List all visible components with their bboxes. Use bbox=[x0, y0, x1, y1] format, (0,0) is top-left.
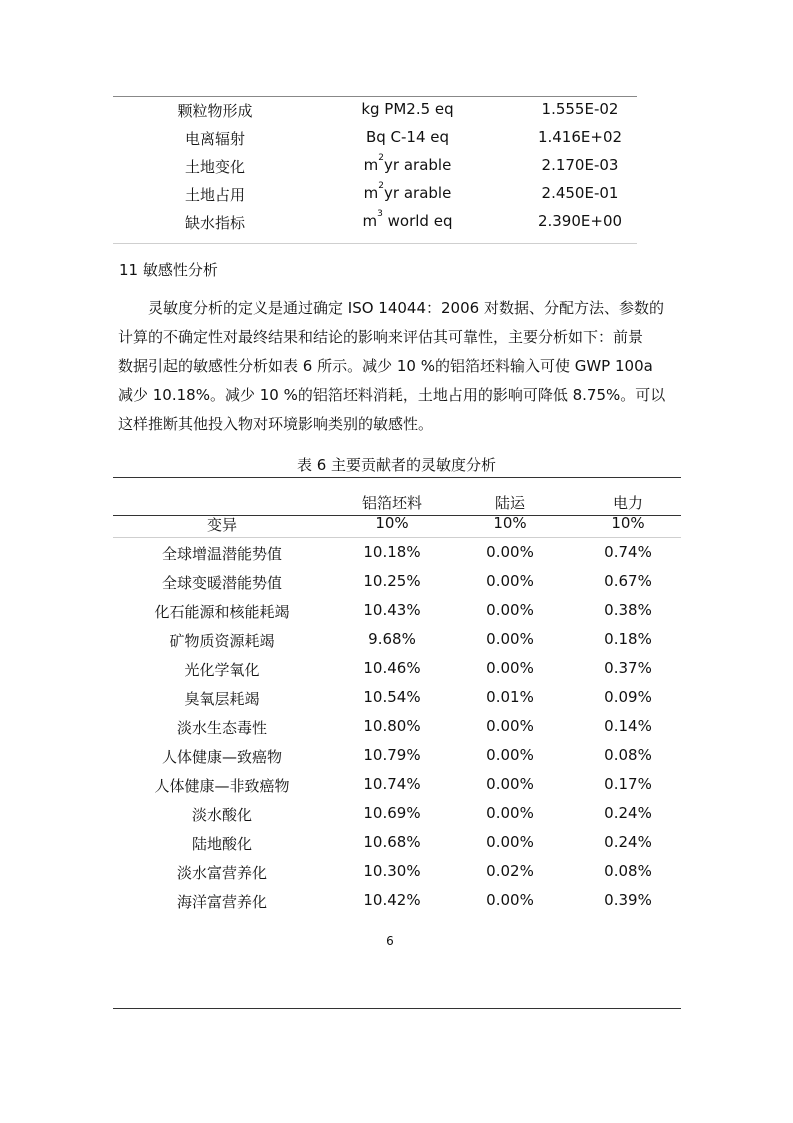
row-value-col3: 0.09% bbox=[604, 688, 652, 706]
table-row bbox=[0, 685, 793, 714]
row-label: 化石能源和核能耗竭 bbox=[154, 603, 290, 621]
row-value-col3: 0.18% bbox=[604, 630, 652, 648]
row-value-col2: 0.00% bbox=[486, 630, 534, 648]
row-value-col2: 0.00% bbox=[486, 659, 534, 677]
table-row bbox=[0, 888, 793, 917]
row-label: 全球变暖潜能势值 bbox=[161, 574, 282, 592]
unit-text: kg PM2.5 eq bbox=[361, 100, 454, 118]
table6-subheader-rule bbox=[113, 537, 681, 538]
row-value-col2: 0.00% bbox=[486, 543, 534, 561]
row-label: 淡水富营养化 bbox=[176, 864, 267, 882]
row-value-col3: 0.08% bbox=[604, 862, 652, 880]
paragraph-line: 灵敏度分析的定义是通过确定 ISO 14044：2006 对数据、分配方法、参数的 bbox=[148, 299, 664, 317]
row-value-col1: 10.18% bbox=[363, 543, 421, 561]
row-value-col2: 0.00% bbox=[486, 572, 534, 590]
unit-superscript: 3 bbox=[377, 209, 383, 219]
col-pct-3: 10% bbox=[611, 514, 645, 532]
table5-unit bbox=[335, 100, 480, 118]
row-value-col2: 0.00% bbox=[486, 891, 534, 909]
table-row bbox=[0, 627, 793, 656]
table-row bbox=[0, 714, 793, 743]
row-value-col3: 0.74% bbox=[604, 543, 652, 561]
row-label: 淡水酸化 bbox=[191, 806, 252, 824]
table5-value: 2.170E-03 bbox=[541, 156, 619, 174]
row-label: 臭氧层耗竭 bbox=[184, 690, 260, 708]
table-row bbox=[0, 569, 793, 598]
section-heading: 11 敏感性分析 bbox=[119, 261, 218, 279]
row-value-col1: 10.25% bbox=[363, 572, 421, 590]
table5-category: 缺水指标 bbox=[184, 214, 245, 232]
row-value-col2: 0.01% bbox=[486, 688, 534, 706]
row-value-col1: 10.69% bbox=[363, 804, 421, 822]
unit-text-suffix: world eq bbox=[382, 212, 453, 230]
row-value-col1: 10.74% bbox=[363, 775, 421, 793]
row-value-col2: 0.00% bbox=[486, 804, 534, 822]
table5-value: 2.450E-01 bbox=[541, 184, 619, 202]
row-value-col1: 10.46% bbox=[363, 659, 421, 677]
unit-text-suffix: yr arable bbox=[384, 184, 452, 202]
table5-top-rule bbox=[113, 96, 637, 97]
col-pct-2: 10% bbox=[493, 514, 527, 532]
row-label: 人体健康—致癌物 bbox=[161, 748, 282, 766]
row-value-col2: 0.00% bbox=[486, 833, 534, 851]
row-value-col2: 0.02% bbox=[486, 862, 534, 880]
table-row bbox=[0, 801, 793, 830]
row-label: 全球增温潜能势值 bbox=[161, 545, 282, 563]
unit-text: m bbox=[363, 184, 379, 202]
row-value-col1: 10.79% bbox=[363, 746, 421, 764]
row-value-col2: 0.00% bbox=[486, 717, 534, 735]
row-value-col3: 0.08% bbox=[604, 746, 652, 764]
col-header-1: 铝箔坯料 bbox=[361, 494, 422, 512]
row-header-variation: 变异 bbox=[206, 516, 237, 534]
table5-category: 土地变化 bbox=[184, 158, 245, 176]
paragraph-line: 减少 10.18%。减少 10 %的铝箔坯料消耗，土地占用的影响可降低 8.75%。可以 bbox=[118, 386, 666, 404]
table5-unit bbox=[335, 128, 480, 146]
table5-category: 土地占用 bbox=[184, 186, 245, 204]
row-label: 海洋富营养化 bbox=[176, 893, 267, 911]
body-paragraph bbox=[118, 294, 686, 439]
unit-superscript: 2 bbox=[378, 153, 385, 163]
row-value-col3: 0.67% bbox=[604, 572, 652, 590]
table-row bbox=[0, 743, 793, 772]
row-value-col1: 10.54% bbox=[363, 688, 421, 706]
row-value-col3: 0.24% bbox=[604, 804, 652, 822]
unit-text: Bq C-14 eq bbox=[365, 128, 450, 146]
row-value-col3: 0.38% bbox=[604, 601, 652, 619]
row-value-col3: 0.14% bbox=[604, 717, 652, 735]
table-row bbox=[0, 598, 793, 627]
unit-text: m bbox=[363, 156, 379, 174]
row-label: 淡水生态毒性 bbox=[176, 719, 267, 737]
table5-category: 电离辐射 bbox=[184, 130, 245, 148]
row-value-col1: 10.43% bbox=[363, 601, 421, 619]
unit-text: m bbox=[362, 212, 378, 230]
row-value-col3: 0.39% bbox=[604, 891, 652, 909]
table5-bottom-rule bbox=[113, 243, 637, 244]
table5-value: 2.390E+00 bbox=[537, 212, 623, 230]
row-value-col1: 10.68% bbox=[363, 833, 421, 851]
unit-superscript: 2 bbox=[378, 181, 385, 191]
col-pct-1: 10% bbox=[375, 514, 409, 532]
table5-unit bbox=[335, 153, 480, 174]
paragraph-line: 计算的不确定性对最终结果和结论的影响来评估其可靠性，主要分析如下：前景 bbox=[118, 328, 644, 346]
table-row bbox=[0, 830, 793, 859]
row-value-col1: 10.80% bbox=[363, 717, 421, 735]
table-row bbox=[0, 656, 793, 685]
table-row bbox=[0, 859, 793, 888]
paragraph-line: 数据引起的敏感性分析如表 6 所示。减少 10 %的铝箔坯料输入可使 GWP 100a bbox=[118, 357, 653, 375]
row-value-col1: 9.68% bbox=[368, 630, 416, 648]
table6-caption: 表 6 主要贡献者的灵敏度分析 bbox=[296, 456, 497, 474]
table5-value: 1.555E-02 bbox=[541, 100, 619, 118]
unit-text-suffix: yr arable bbox=[384, 156, 452, 174]
table5-unit bbox=[335, 209, 480, 230]
row-value-col2: 0.00% bbox=[486, 746, 534, 764]
table6-top-rule bbox=[113, 477, 681, 478]
table5-unit bbox=[335, 181, 480, 202]
row-value-col1: 10.42% bbox=[363, 891, 421, 909]
table-row bbox=[0, 772, 793, 801]
row-label: 陆地酸化 bbox=[191, 835, 252, 853]
row-value-col3: 0.24% bbox=[604, 833, 652, 851]
paragraph-line: 这样推断其他投入物对环境影响类别的敏感性。 bbox=[118, 415, 434, 433]
col-header-3: 电力 bbox=[612, 494, 643, 512]
table5-value: 1.416E+02 bbox=[537, 128, 623, 146]
row-label: 人体健康—非致癌物 bbox=[154, 777, 290, 795]
row-label: 光化学氧化 bbox=[184, 661, 260, 679]
table5-category: 颗粒物形成 bbox=[177, 102, 253, 120]
row-label: 矿物质资源耗竭 bbox=[169, 632, 275, 650]
page-number: 6 bbox=[386, 934, 394, 948]
row-value-col3: 0.37% bbox=[604, 659, 652, 677]
col-header-2: 陆运 bbox=[494, 494, 525, 512]
row-value-col1: 10.30% bbox=[363, 862, 421, 880]
row-value-col2: 0.00% bbox=[486, 775, 534, 793]
row-value-col2: 0.00% bbox=[486, 601, 534, 619]
footer-rule bbox=[113, 1008, 681, 1009]
row-value-col3: 0.17% bbox=[604, 775, 652, 793]
table-row bbox=[0, 540, 793, 569]
